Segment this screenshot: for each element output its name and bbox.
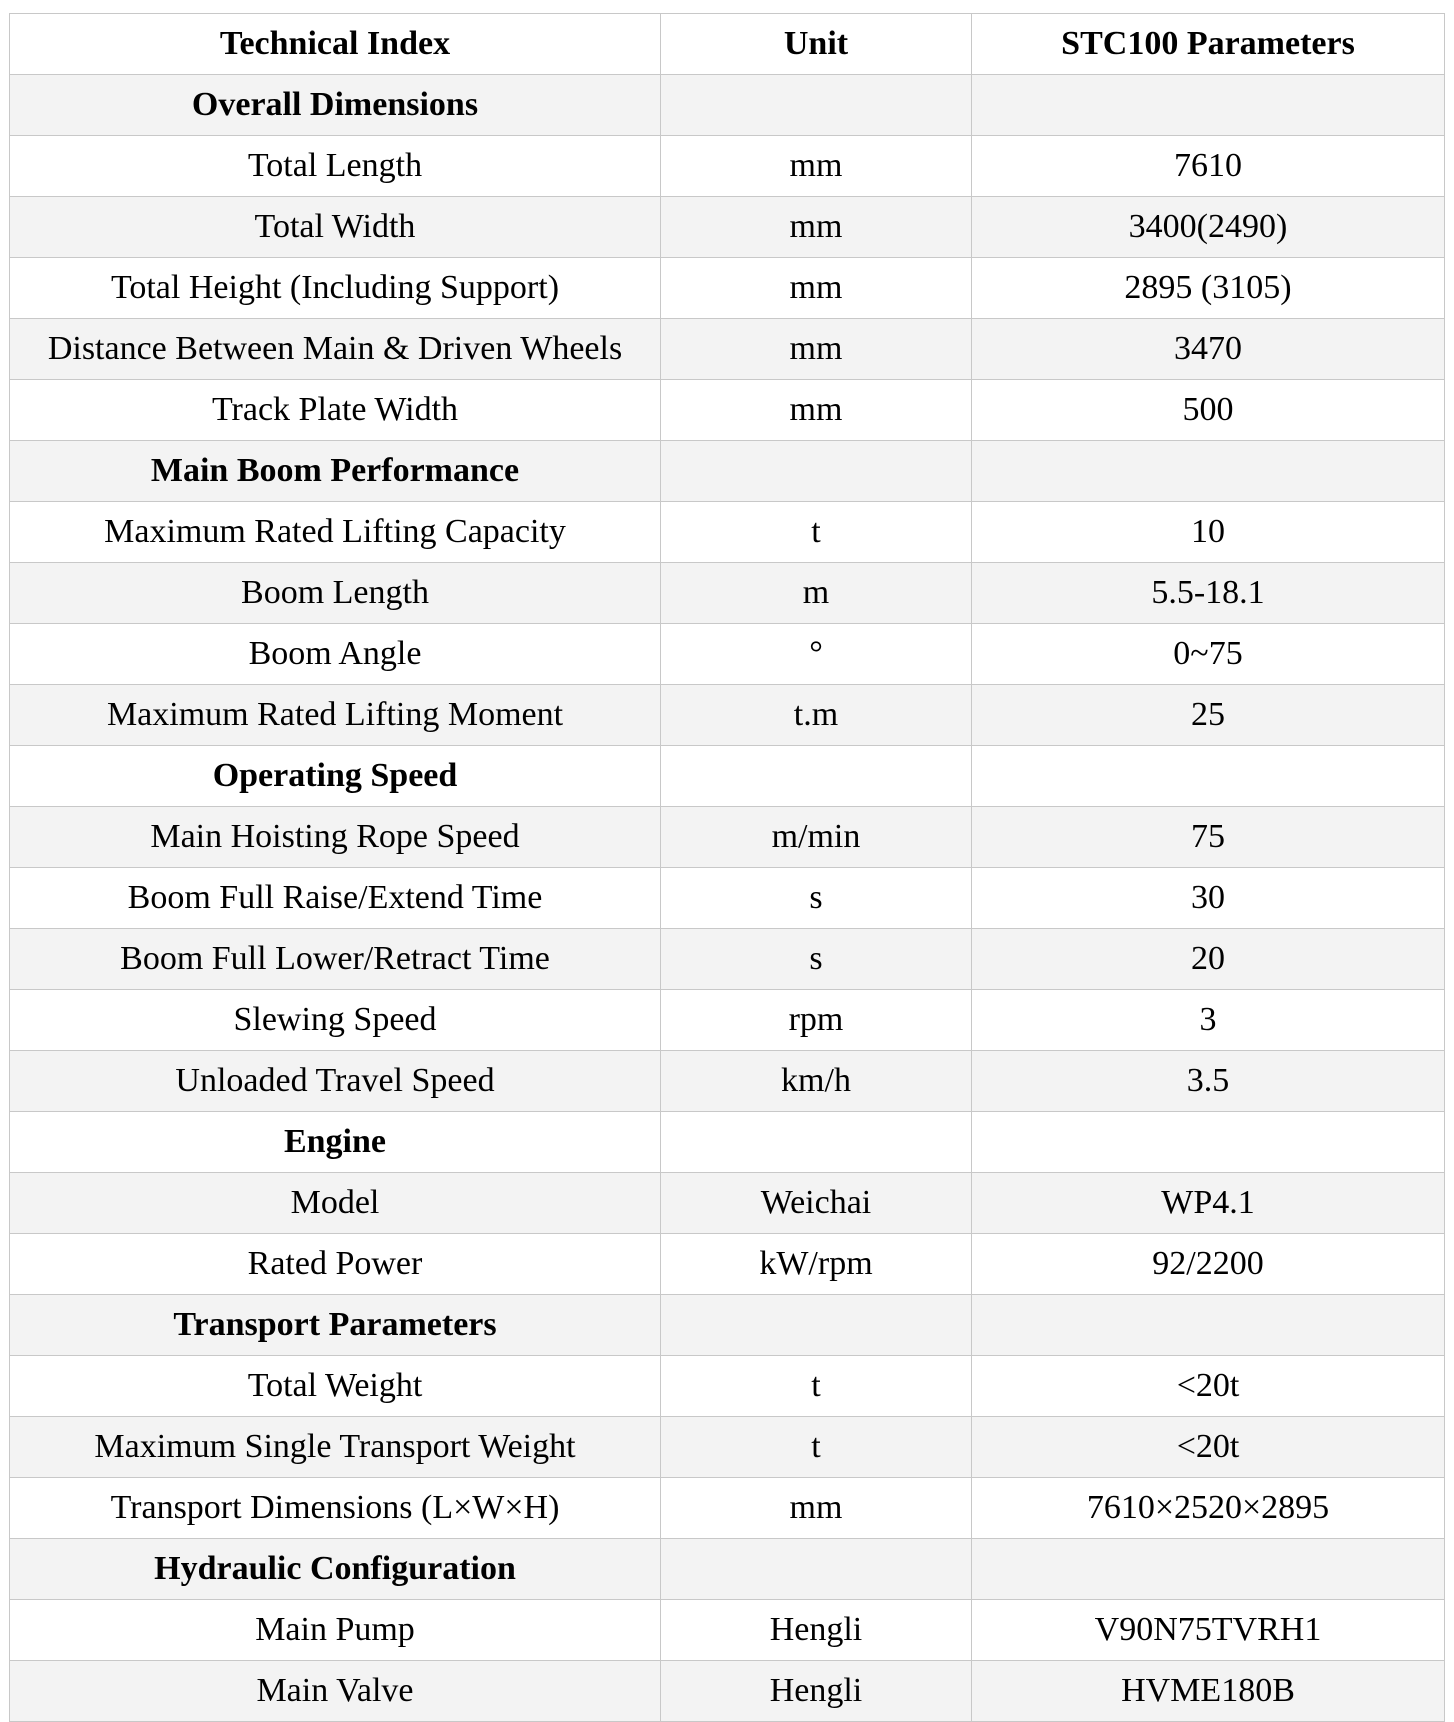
table-body — [10, 75, 1445, 1722]
unit-cell: Hengli — [661, 1661, 972, 1722]
technical-index-cell: Boom Length — [10, 563, 661, 624]
table-row — [10, 990, 1445, 1051]
unit-cell: s — [661, 929, 972, 990]
section-title: Overall Dimensions — [10, 75, 661, 136]
unit-cell: s — [661, 868, 972, 929]
parameter-value-cell: 500 — [972, 380, 1445, 441]
unit-cell — [661, 441, 972, 502]
table-row — [10, 1417, 1445, 1478]
unit-cell — [661, 75, 972, 136]
table-row — [10, 197, 1445, 258]
unit-cell: kW/rpm — [661, 1234, 972, 1295]
technical-index-cell: Total Length — [10, 136, 661, 197]
technical-index-cell: Maximum Single Transport Weight — [10, 1417, 661, 1478]
unit-cell: km/h — [661, 1051, 972, 1112]
parameter-value-cell: 2895 (3105) — [972, 258, 1445, 319]
column-header-technical-index: Technical Index — [10, 14, 661, 75]
section-title: Engine — [10, 1112, 661, 1173]
unit-cell: Weichai — [661, 1173, 972, 1234]
table-row — [10, 1661, 1445, 1722]
technical-index-cell: Main Hoisting Rope Speed — [10, 807, 661, 868]
parameter-value-cell: 7610×2520×2895 — [972, 1478, 1445, 1539]
technical-index-cell: Main Valve — [10, 1661, 661, 1722]
table-row — [10, 380, 1445, 441]
unit-cell: mm — [661, 1478, 972, 1539]
technical-index-cell: Total Weight — [10, 1356, 661, 1417]
technical-index-cell: Track Plate Width — [10, 380, 661, 441]
unit-cell — [661, 1295, 972, 1356]
technical-index-cell: Main Pump — [10, 1600, 661, 1661]
unit-cell: t — [661, 1417, 972, 1478]
table-row — [10, 624, 1445, 685]
parameter-value-cell: 5.5-18.1 — [972, 563, 1445, 624]
parameter-value-cell: 30 — [972, 868, 1445, 929]
technical-index-cell: Boom Full Raise/Extend Time — [10, 868, 661, 929]
table-row — [10, 685, 1445, 746]
table-row — [10, 1478, 1445, 1539]
section-title: Transport Parameters — [10, 1295, 661, 1356]
parameter-value-cell: HVME180B — [972, 1661, 1445, 1722]
table-row — [10, 929, 1445, 990]
unit-cell: mm — [661, 380, 972, 441]
section-title: Main Boom Performance — [10, 441, 661, 502]
parameter-value-cell: 92/2200 — [972, 1234, 1445, 1295]
parameter-value-cell: 10 — [972, 502, 1445, 563]
unit-cell — [661, 1539, 972, 1600]
parameter-value-cell — [972, 1539, 1445, 1600]
parameter-value-cell — [972, 1112, 1445, 1173]
table-row — [10, 502, 1445, 563]
unit-cell: ° — [661, 624, 972, 685]
technical-index-cell: Transport Dimensions (L×W×H) — [10, 1478, 661, 1539]
table-row — [10, 563, 1445, 624]
table-row — [10, 136, 1445, 197]
unit-cell: t — [661, 1356, 972, 1417]
parameter-value-cell — [972, 1295, 1445, 1356]
unit-cell: m/min — [661, 807, 972, 868]
parameter-value-cell: 25 — [972, 685, 1445, 746]
parameter-value-cell: 3 — [972, 990, 1445, 1051]
parameter-value-cell: 20 — [972, 929, 1445, 990]
parameter-value-cell: 3.5 — [972, 1051, 1445, 1112]
section-header-row — [10, 1112, 1445, 1173]
technical-index-cell: Total Width — [10, 197, 661, 258]
section-header-row — [10, 1539, 1445, 1600]
unit-cell — [661, 1112, 972, 1173]
technical-index-cell: Maximum Rated Lifting Capacity — [10, 502, 661, 563]
unit-cell: t.m — [661, 685, 972, 746]
unit-cell — [661, 746, 972, 807]
section-header-row — [10, 1295, 1445, 1356]
table-row — [10, 319, 1445, 380]
unit-cell: mm — [661, 319, 972, 380]
section-title: Hydraulic Configuration — [10, 1539, 661, 1600]
parameter-value-cell: <20t — [972, 1356, 1445, 1417]
unit-cell: rpm — [661, 990, 972, 1051]
parameter-value-cell: 3470 — [972, 319, 1445, 380]
table-row — [10, 1600, 1445, 1661]
table-row — [10, 868, 1445, 929]
technical-index-cell: Model — [10, 1173, 661, 1234]
parameter-value-cell: <20t — [972, 1417, 1445, 1478]
parameter-value-cell: 7610 — [972, 136, 1445, 197]
table-header-row — [10, 14, 1445, 75]
parameter-value-cell: WP4.1 — [972, 1173, 1445, 1234]
parameter-value-cell — [972, 746, 1445, 807]
technical-index-cell: Slewing Speed — [10, 990, 661, 1051]
section-header-row — [10, 746, 1445, 807]
technical-index-cell: Boom Full Lower/Retract Time — [10, 929, 661, 990]
unit-cell: m — [661, 563, 972, 624]
table-row — [10, 1234, 1445, 1295]
table-row — [10, 1173, 1445, 1234]
column-header-parameters: STC100 Parameters — [972, 14, 1445, 75]
section-title: Operating Speed — [10, 746, 661, 807]
parameter-value-cell: 0~75 — [972, 624, 1445, 685]
technical-index-cell: Distance Between Main & Driven Wheels — [10, 319, 661, 380]
parameter-value-cell: V90N75TVRH1 — [972, 1600, 1445, 1661]
spec-table — [9, 13, 1445, 1722]
parameter-value-cell — [972, 441, 1445, 502]
unit-cell: mm — [661, 197, 972, 258]
unit-cell: t — [661, 502, 972, 563]
unit-cell: mm — [661, 258, 972, 319]
parameter-value-cell: 3400(2490) — [972, 197, 1445, 258]
technical-index-cell: Boom Angle — [10, 624, 661, 685]
unit-cell: mm — [661, 136, 972, 197]
table-row — [10, 1356, 1445, 1417]
parameter-value-cell — [972, 75, 1445, 136]
technical-index-cell: Total Height (Including Support) — [10, 258, 661, 319]
technical-index-cell: Unloaded Travel Speed — [10, 1051, 661, 1112]
technical-index-cell: Maximum Rated Lifting Moment — [10, 685, 661, 746]
section-header-row — [10, 75, 1445, 136]
unit-cell: Hengli — [661, 1600, 972, 1661]
table-row — [10, 1051, 1445, 1112]
section-header-row — [10, 441, 1445, 502]
parameter-value-cell: 75 — [972, 807, 1445, 868]
technical-index-cell: Rated Power — [10, 1234, 661, 1295]
column-header-unit: Unit — [661, 14, 972, 75]
table-row — [10, 807, 1445, 868]
table-row — [10, 258, 1445, 319]
